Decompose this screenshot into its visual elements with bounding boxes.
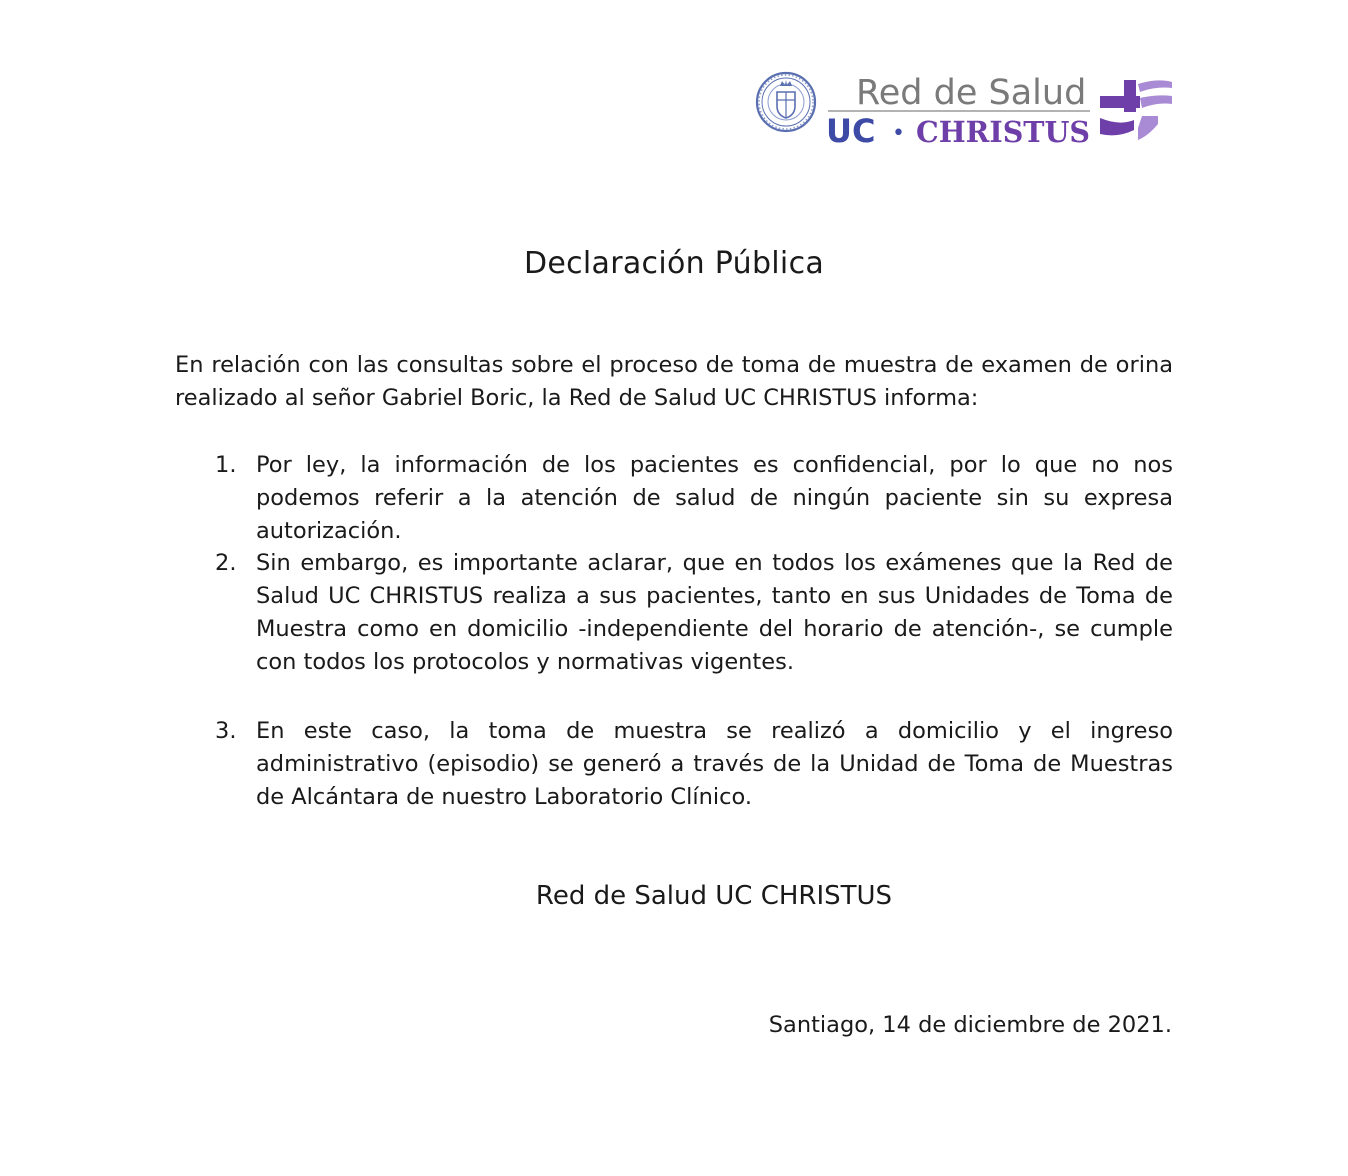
- list-item-text: Por ley, la información de los pacientes es confidencial, por lo que no nos podemos referir a la atención de salud de ningún paciente sin su expresa autorización.: [256, 452, 1173, 544]
- intro-paragraph: En relación con las consultas sobre el proceso de toma de muestra de examen de orina realizado al señor Gabriel Boric, la Red de Salud UC CHRISTUS informa:: [175, 352, 1173, 411]
- brand-red-de-salud: Red de Salud: [856, 73, 1087, 113]
- list-item-number: 2.: [215, 550, 237, 576]
- christus-cross-icon: [1100, 80, 1172, 140]
- list-item: [175, 715, 1173, 814]
- university-seal-icon: [757, 73, 815, 131]
- brand-christus: CHRISTUS: [916, 115, 1090, 149]
- signature: Red de Salud UC CHRISTUS: [535, 881, 893, 911]
- list-item-number: 3.: [215, 718, 237, 744]
- brand-dot: •: [892, 121, 905, 146]
- red-de-salud-uc-christus-logo: [752, 58, 1176, 150]
- list-item: [175, 449, 1173, 548]
- list-item: [175, 547, 1173, 679]
- list-item-number: 1.: [215, 452, 237, 478]
- brand-uc: UC: [826, 112, 876, 150]
- list-item-text: Sin embargo, es importante aclarar, que en todos los exámenes que la Red de Salud UC CHRISTUS realiza a sus pacientes, tanto en sus Unidades de Toma de Muestra como en domicilio -independiente del horario de atención-, se cumple con todos los protocolos y normativas vigentes.: [256, 550, 1173, 675]
- document-date: Santiago, 14 de diciembre de 2021.: [768, 1012, 1172, 1038]
- page-title: Declaración Pública: [523, 246, 825, 281]
- list-item-text: En este caso, la toma de muestra se realizó a domicilio y el ingreso administrativo (episodio) se generó a través de la Unidad de Toma de Muestras de Alcántara de nuestro Laboratorio Clínico.: [256, 718, 1173, 810]
